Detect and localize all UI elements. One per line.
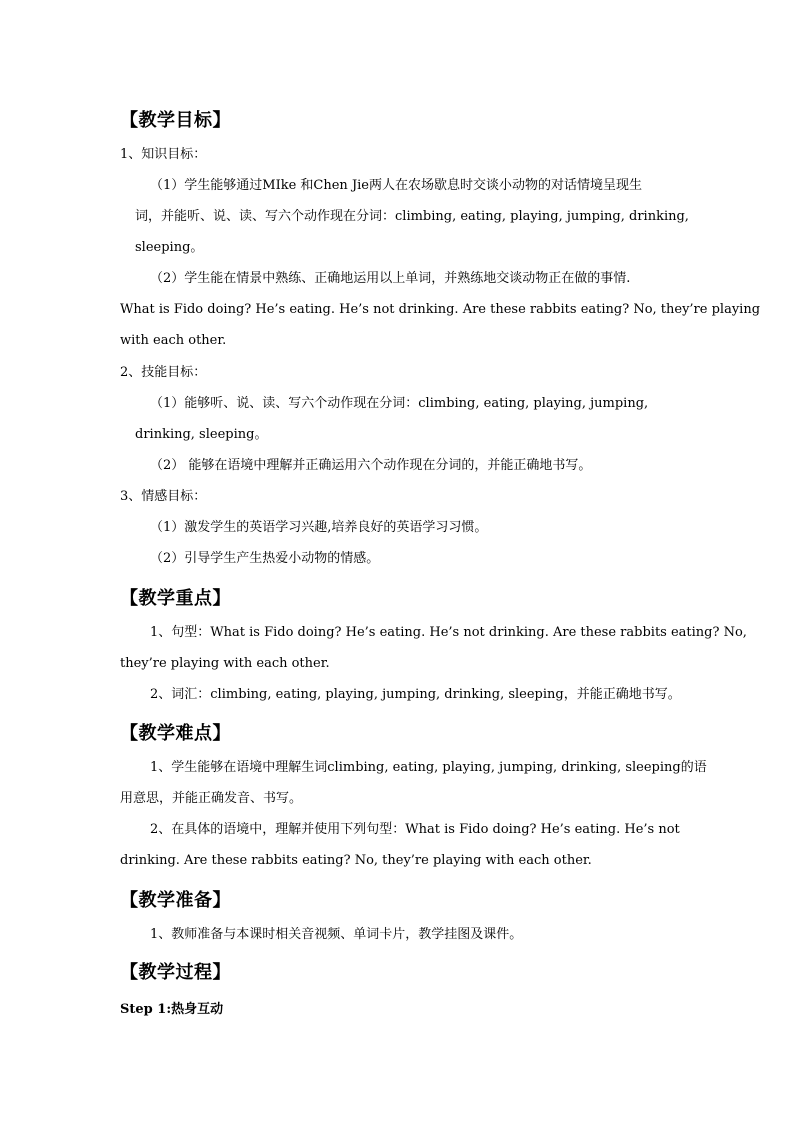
knowledge-goal-2-line-3: with each other.	[120, 333, 227, 348]
knowledge-goal-1-line-2: 词，并能听、说、读、写六个动作现在分词：climbing, eating, playing, jumping, drinking,	[135, 209, 689, 224]
knowledge-goal-2-line-1: （2）学生能在情景中熟练、正确地运用以上单词，并熟练地交谈动物正在做的事情.	[150, 271, 631, 286]
emotion-goal-1: （1）激发学生的英语学习兴趣,培养良好的英语学习习惯。	[150, 520, 488, 535]
key-points-heading: 【教学重点】	[120, 588, 231, 609]
emotion-goal-2: （2）引导学生产生热爱小动物的情感。	[150, 551, 380, 566]
skill-goal-1-line-2: drinking, sleeping。	[135, 427, 268, 442]
knowledge-goal-2-line-2: What is Fido doing? He’s eating. He’s not drinking. Are these rabbits eating? No, they’re playing	[120, 302, 761, 317]
difficulty-heading: 【教学难点】	[120, 723, 231, 744]
knowledge-goal-1-line-1: （1）学生能够通过MIke 和Chen Jie两人在农场歇息时交谈小动物的对话情境呈现生	[150, 178, 643, 193]
step-1-title: Step 1:热身互动	[120, 1002, 224, 1017]
skill-goal-1-line-1: （1）能够听、说、读、写六个动作现在分词：climbing, eating, playing, jumping,	[150, 396, 649, 411]
difficulty-1-line-2: 用意思，并能正确发音、书写。	[120, 791, 303, 806]
knowledge-goal-title: 1、知识目标：	[120, 147, 207, 162]
knowledge-goal-1-line-3: sleeping。	[135, 240, 204, 255]
difficulty-2-line-1: 2、在具体的语境中，理解并使用下列句型：What is Fido doing? He’s eating. He’s not	[150, 822, 680, 837]
emotion-goal-title: 3、情感目标：	[120, 489, 207, 504]
process-heading: 【教学过程】	[120, 962, 231, 983]
preparation-heading: 【教学准备】	[120, 890, 231, 911]
difficulty-1-line-1: 1、学生能够在语境中理解生词climbing, eating, playing, jumping, drinking, sleeping的语	[150, 760, 707, 775]
skill-goal-2: （2） 能够在语境中理解并正确运用六个动作现在分词的，并能正确地书写。	[150, 458, 592, 473]
key-point-2: 2、词汇：climbing, eating, playing, jumping, drinking, sleeping，并能正确地书写。	[150, 687, 681, 702]
goals-heading: 【教学目标】	[120, 110, 231, 131]
key-point-1-line-2: they’re playing with each other.	[120, 656, 330, 671]
preparation-1: 1、教师准备与本课时相关音视频、单词卡片，教学挂图及课件。	[150, 927, 523, 942]
key-point-1-line-1: 1、句型：What is Fido doing? He’s eating. He’s not drinking. Are these rabbits eating? No,	[150, 625, 747, 640]
skill-goal-title: 2、技能目标：	[120, 365, 207, 380]
difficulty-2-line-2: drinking. Are these rabbits eating? No, they’re playing with each other.	[120, 853, 592, 868]
